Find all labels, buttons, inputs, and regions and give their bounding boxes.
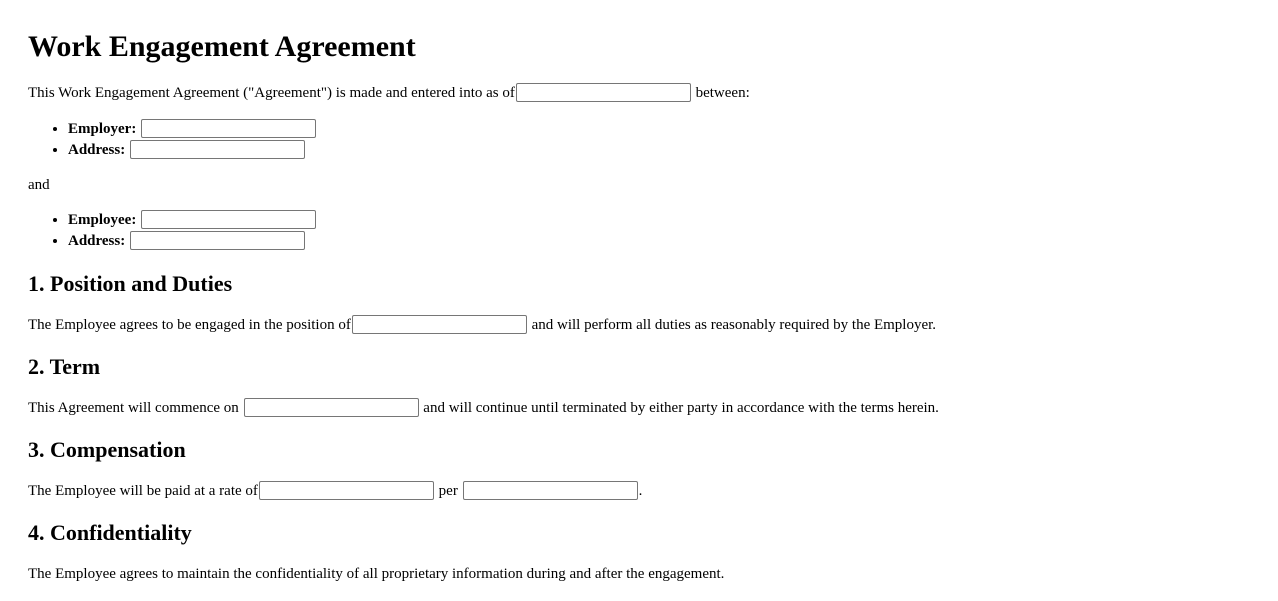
compensation-paragraph xyxy=(28,482,1250,501)
compensation-period-dot: . xyxy=(638,483,643,500)
section-heading-position: 1. Position and Duties xyxy=(28,271,233,297)
employer-address-item xyxy=(68,140,1250,161)
employer-address-input[interactable] xyxy=(130,140,305,159)
compensation-per-text: per xyxy=(438,483,458,500)
employer-input[interactable] xyxy=(141,119,316,138)
section-heading-confidentiality: 4. Confidentiality xyxy=(28,520,192,546)
employee-address-label: Address: xyxy=(68,233,126,250)
position-input[interactable] xyxy=(352,315,527,334)
confidentiality-paragraph: The Employee agrees to maintain the confidentiality of all proprietary information during and after the engagement. xyxy=(28,566,725,583)
section-heading-term: 2. Term xyxy=(28,354,101,380)
position-text-after: and will perform all duties as reasonably required by the Employer. xyxy=(531,317,937,334)
section-heading-compensation: 3. Compensation xyxy=(28,437,186,463)
pay-rate-input[interactable] xyxy=(259,481,434,500)
intro-between-text: between: xyxy=(695,85,750,101)
employee-address-input[interactable] xyxy=(130,231,305,250)
intro-text: This Work Engagement Agreement ("Agreement") is made and entered into as of xyxy=(28,85,515,101)
employee-label: Employee: xyxy=(68,212,137,229)
commencement-date-input[interactable] xyxy=(244,398,419,417)
term-text: This Agreement will commence on xyxy=(28,400,239,417)
and-text: and xyxy=(28,177,50,194)
employee-list xyxy=(28,210,1250,252)
position-paragraph xyxy=(28,316,1250,335)
employer-list xyxy=(28,119,1250,161)
employer-address-label: Address: xyxy=(68,142,126,159)
compensation-text: The Employee will be paid at a rate of xyxy=(28,483,258,500)
employee-item xyxy=(68,210,1250,231)
employee-input[interactable] xyxy=(141,210,316,229)
term-paragraph xyxy=(28,399,1250,418)
term-text-after: and will continue until terminated by either party in accordance with the terms herein. xyxy=(423,400,939,417)
pay-period-input[interactable] xyxy=(463,481,638,500)
page-title: Work Engagement Agreement xyxy=(28,30,416,63)
agreement-date-input[interactable] xyxy=(516,83,691,102)
employer-label: Employer: xyxy=(68,121,137,138)
intro-paragraph xyxy=(28,84,1250,103)
employee-address-item xyxy=(68,231,1250,252)
position-text: The Employee agrees to be engaged in the position of xyxy=(28,317,351,334)
employer-item xyxy=(68,119,1250,140)
